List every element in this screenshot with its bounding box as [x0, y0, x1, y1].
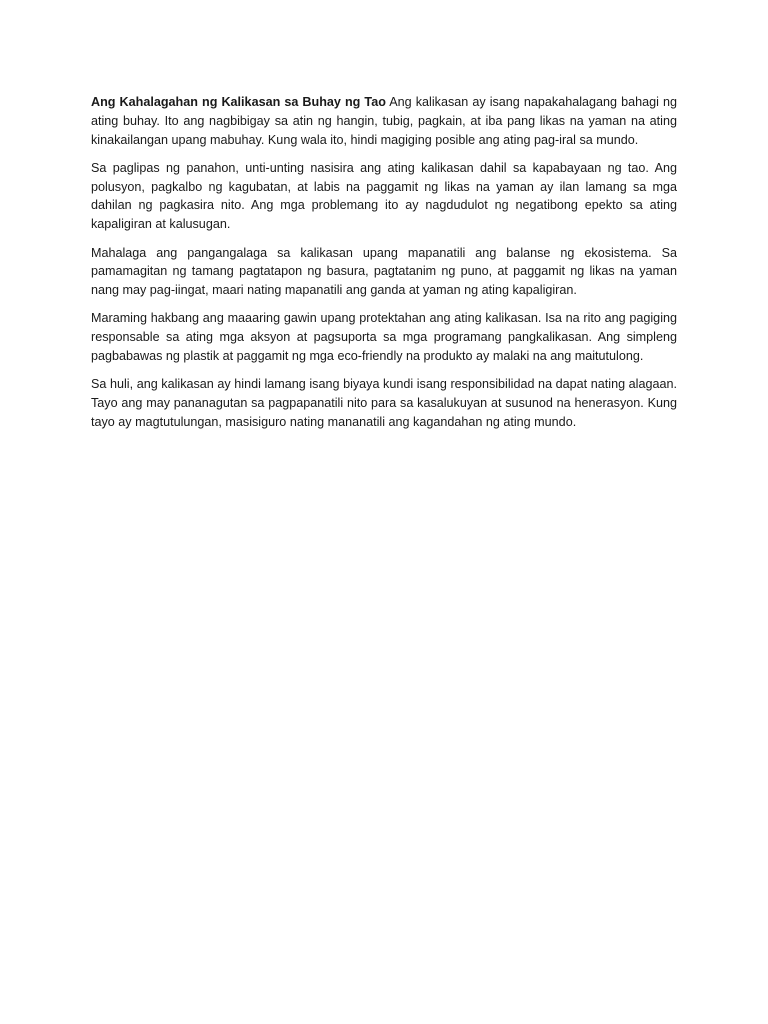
document-title: Ang Kahalagahan ng Kalikasan sa Buhay ng Tao [91, 95, 386, 109]
document-body [91, 93, 677, 441]
paragraph-2: Sa paglipas ng panahon, unti-unting nasisira ang ating kalikasan dahil sa kapabayaan ng tao. Ang polusyon, pagkalbo ng kagubatan, at labis na paggamit ng likas na yaman ay ilan lamang sa mga dahilan ng pagkasira nito. Ang mga problemang ito ay nagdudulot ng negatibong epekto sa ating kapaligiran at kalusugan. [91, 160, 677, 232]
paragraph-3: Mahalaga ang pangangalaga sa kalikasan upang mapanatili ang balanse ng ekosistema. Sa pamamagitan ng tamang pagtatapon ng basura, pagtatanim ng puno, at paggamit ng likas na yaman nang may pag-iingat, maari nating mapanatili ang ganda at yaman ng ating kapaligiran. [91, 245, 677, 298]
intro-paragraph [91, 93, 677, 149]
paragraph-5: Sa huli, ang kalikasan ay hindi lamang isang biyaya kundi isang responsibilidad na dapat nating alagaan. Tayo ang may pananagutan sa pagpapanatili nito para sa kasalukuyan at susunod na henerasyon. Kung tayo ay magtutulungan, masisiguro nating mananatili ang kagandahan ng ating mundo. [91, 377, 677, 429]
paragraph-4: Maraming hakbang ang maaaring gawin upang protektahan ang ating kalikasan. Isa na rito ang pagiging responsable sa ating mga aksyon at pagsuporta sa mga programang pangkalikasan. Ang simpleng pagbabawas ng plastik at paggamit ng mga eco-friendly na produkto ay malaki na ang maitutulong. [91, 311, 677, 364]
intro-text: Ang kalikasan ay isang napakahalagang bahagi ng ating buhay. Ito ang nagbibigay sa atin ng hangin, tubig, pagkain, at iba pang likas na yaman na ating kinakailangan upang mabuhay. Kung wala ito, hindi magiging posible ang ating pag-iral sa mundo. [91, 95, 677, 147]
